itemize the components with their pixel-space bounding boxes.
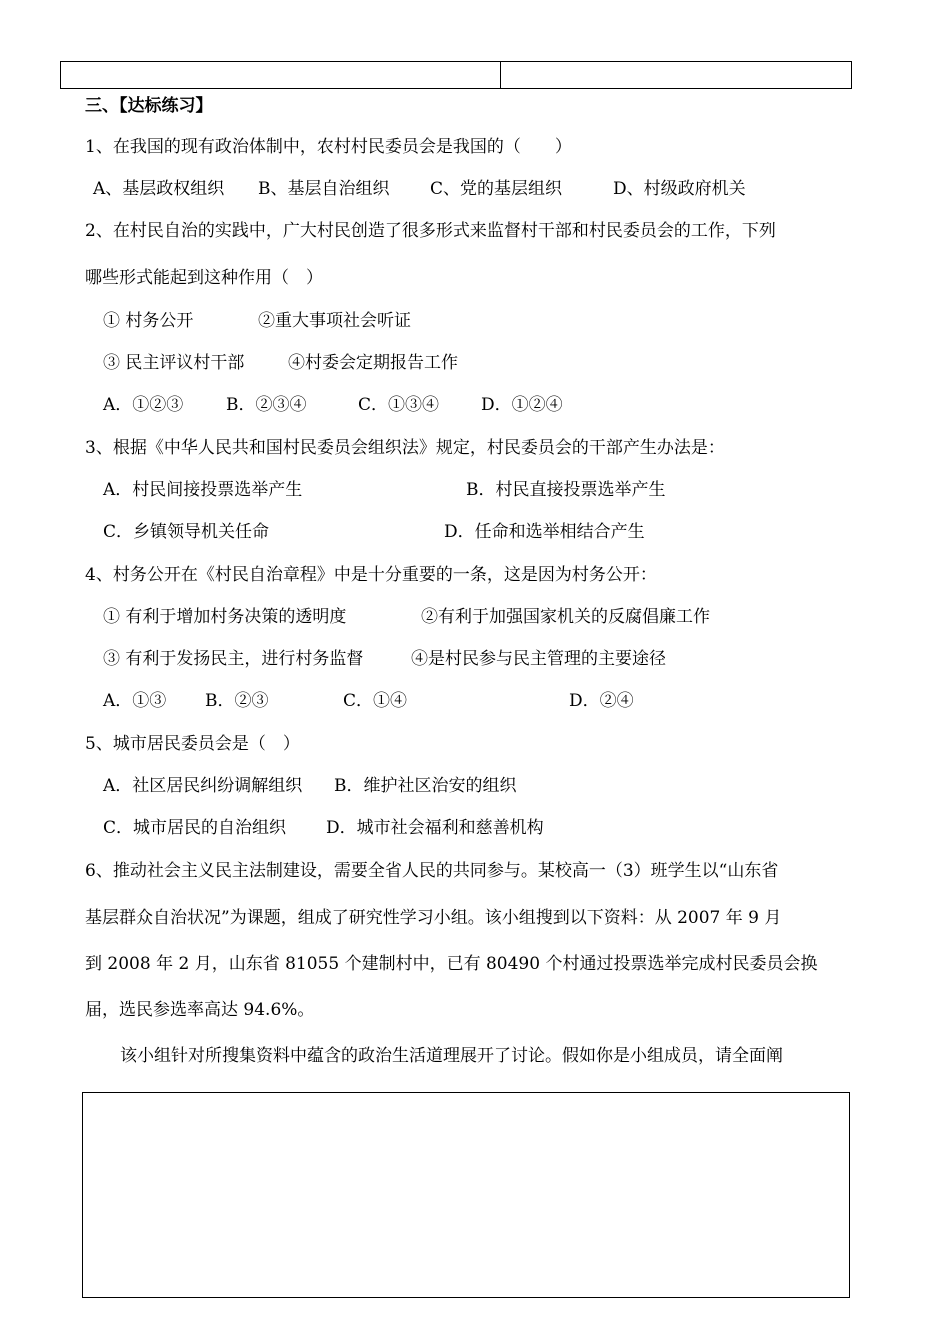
q2-item-2: ②重大事项社会听证 [258,311,411,331]
q3-option-c: C．乡镇领导机关任命 [103,522,270,542]
q2-option-b: B．②③④ [226,395,307,415]
table-cell [61,62,501,88]
q1-option-c: C、党的基层组织 [430,179,563,199]
q5-option-a: A．社区居民纠纷调解组织 [103,776,303,796]
q4-item-1: ① 有利于增加村务决策的透明度 [103,607,347,627]
q3-option-b: B．村民直接投票选举产生 [466,480,666,500]
q3-stem: 3、根据《中华人民共和国村民委员会组织法》规定，村民委员会的干部产生办法是： [85,438,725,458]
section-title: 三、【达标练习】 [85,96,213,116]
q1-stem: 1、在我国的现有政治体制中，农村村民委员会是我国的（ ） [85,137,572,157]
header-table [60,61,852,89]
q1-option-a: A、基层政权组织 [93,179,225,199]
q3-option-d: D．任命和选举相结合产生 [444,522,645,542]
q4-option-a: A．①③ [103,691,167,711]
q5-option-c: C．城市居民的自治组织 [103,818,287,838]
q4-stem: 4、村务公开在《村民自治章程》中是十分重要的一条，这是因为村务公开： [85,565,657,585]
q6-stem-line-2: 基层群众自治状况”为课题，组成了研究性学习小组。该小组搜到以下资料：从 2007 年 9 月 [85,908,782,928]
q3-option-a: A．村民间接投票选举产生 [103,480,303,500]
q4-item-3: ③ 有利于发扬民主，进行村务监督 [103,649,364,669]
q2-option-a: A．①②③ [103,395,184,415]
answer-box[interactable] [82,1092,850,1298]
q2-stem-line-2: 哪些形式能起到这种作用（ ） [85,268,323,288]
q1-option-d: D、村级政府机关 [613,179,746,199]
q6-stem-line-4: 届，选民参选率高达 94.6%。 [85,1000,315,1020]
q5-option-b: B．维护社区治安的组织 [334,776,517,796]
q2-item-1: ① 村务公开 [103,311,194,331]
q4-option-c: C．①④ [343,691,408,711]
q6-stem-line-1: 6、推动社会主义民主法制建设，需要全省人民的共同参与。某校高一（3）班学生以“山东省 [85,861,779,881]
q4-option-d: D．②④ [569,691,634,711]
table-cell [501,62,851,88]
q2-item-4: ④村委会定期报告工作 [288,353,458,373]
q5-option-d: D．城市社会福利和慈善机构 [326,818,544,838]
q6-paragraph: 该小组针对所搜集资料中蕴含的政治生活道理展开了讨论。假如你是小组成员，请全面阐 [120,1046,783,1066]
q4-item-2: ②有利于加强国家机关的反腐倡廉工作 [421,607,710,627]
q6-stem-line-3: 到 2008 年 2 月，山东省 81055 个建制村中，已有 80490 个村通过投票选举完成村民委员会换 [85,954,818,974]
q1-option-b: B、基层自治组织 [258,179,390,199]
q4-option-b: B．②③ [205,691,269,711]
q5-stem: 5、城市居民委员会是（ ） [85,734,300,754]
q2-stem-line-1: 2、在村民自治的实践中，广大村民创造了很多形式来监督村干部和村民委员会的工作，下列 [85,221,776,241]
q2-option-c: C．①③④ [358,395,440,415]
q2-option-d: D．①②④ [481,395,563,415]
q2-item-3: ③ 民主评议村干部 [103,353,245,373]
q4-item-4: ④是村民参与民主管理的主要途径 [411,649,666,669]
